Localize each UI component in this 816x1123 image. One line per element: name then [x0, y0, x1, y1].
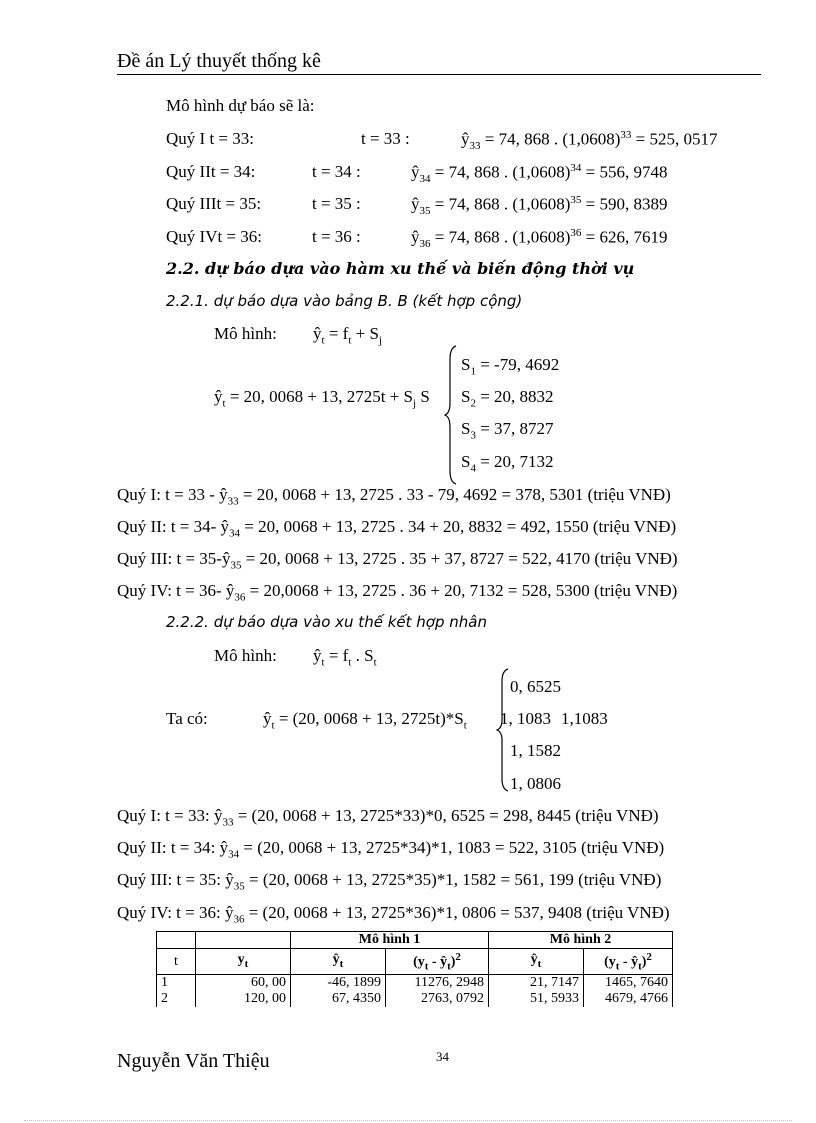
quarter-3-formula: $ŷ_{35} = 74$, 868 . $(1,0608)^{35} = 590$, 8389: [411, 194, 668, 218]
table-cell: 60, 00: [196, 975, 291, 992]
table-cell: -46, 1899: [291, 975, 386, 992]
table-row: [157, 991, 673, 1007]
brace-seasonal-2: [496, 668, 510, 792]
seasonal1-s2: $S_2 = 20$, 8832: [461, 387, 554, 410]
quarter-4-formula: $ŷ_{36} = 74$, 868 . $(1,0608)^{36} = 626$, 7619: [411, 227, 668, 251]
intro-text: Mô hình dự báo sẽ là:: [166, 96, 315, 115]
page-number: 34: [436, 1049, 449, 1064]
quarter-2-t: t = 34 :: [312, 162, 361, 181]
quarter-3-label: Quý IIIt = 35:: [166, 194, 262, 213]
forecast1-q1: Quý I: $t = 33 - ŷ_{33} = 20$, 0068 + 13, 2725 . 33 - 79, 4692 = 378, 5301 (triệu VNĐ): [117, 485, 671, 508]
footer-author: Nguyễn Văn Thiệu: [117, 1050, 270, 1072]
model2-label: Mô hình:: [214, 646, 277, 665]
table-cell: 1465, 7640: [584, 975, 673, 992]
forecast2-q2: Quý II: t = 34: $ŷ_{34} = (20$, 0068 + 13, 2725*34)*1, 1083 = 522, 3105 (triệu VNĐ): [117, 838, 665, 861]
table-header-t: t: [157, 949, 196, 975]
seasonal2-2: 1, 1083: [500, 709, 551, 728]
table-group-model1: Mô hình 1: [291, 932, 489, 949]
table-cell: 4679, 4766: [584, 991, 673, 1007]
table-corner-2: [196, 932, 291, 949]
model1-formula: $ŷ_t = f_t + S_j$: [313, 324, 382, 347]
table-header-sq1: ($y_t$ - $ŷ_t)^2$: [386, 949, 489, 975]
forecast2-q3: Quý III: t = 35: $ŷ_{35} = (20$, 0068 + 13, 2725*35)*1, 1582 = 561, 199 (triệu VNĐ): [117, 870, 662, 893]
table-row: [157, 975, 673, 992]
model1-label: Mô hình:: [214, 324, 277, 343]
table-cell: 67, 4350: [291, 991, 386, 1007]
header-rule: [117, 74, 761, 75]
seasonal1-s1: $S_1 = -79$, 4692: [461, 355, 560, 378]
table-cell: 120, 00: [196, 991, 291, 1007]
forecast2-q1: Quý I: t = 33: $ŷ_{33} = (20$, 0068 + 13, 2725*33)*0, 6525 = 298, 8445 (triệu VNĐ): [117, 806, 659, 829]
seasonal2-3: 1, 1582: [510, 741, 561, 760]
taco-formula: $ŷ_t = (20$, 0068 + 13, $2725t)*S_t$: [263, 709, 467, 732]
table-cell: 2: [157, 991, 196, 1007]
quarter-1-label: Quý I t = 33:: [166, 129, 254, 148]
quarter-4-t: t = 36 :: [312, 227, 361, 246]
forecast2-q4: Quý IV: t = 36: $ŷ_{36} = (20$, 0068 + 13, 2725*36)*1, 0806 = 537, 9408 (triệu VNĐ): [117, 903, 670, 926]
section-2-2-heading: 2.2. dự báo dựa vào hàm xu thế và biến động thời vụ: [166, 259, 635, 278]
table-header-yhat2: $ŷ_t$: [489, 949, 584, 975]
table-cell: 21, 7147: [489, 975, 584, 992]
quarter-1-formula: $ŷ_{33} = 74$, 868 . $(1,0608)^{33} = 525$, 0517: [461, 129, 718, 153]
seasonal1-s4: $S_4 = 20$, 7132: [461, 452, 554, 475]
table-cell: 2763, 0792: [386, 991, 489, 1007]
forecast1-q4: Quý IV: t = 36- $ŷ_{36} = 20,0068 + 13$, 2725 . 36 + 20, 7132 = 528, 5300 (triệu VNĐ): [117, 581, 678, 604]
model2-formula: $ŷ_t = f_t$ . $S_t$: [313, 646, 377, 669]
equation-additive: $ŷ_t = 20$, 0068 + 13, $2725t + S_j$ S: [214, 387, 430, 410]
section-2-2-2-heading: 2.2.2. dự báo dựa vào xu thế kết hợp nhân: [166, 613, 487, 631]
seasonal2-extra: 1,1083: [561, 709, 608, 728]
brace-seasonal-1: [444, 345, 458, 485]
seasonal2-4: 1, 0806: [510, 774, 561, 793]
forecast1-q2: Quý II: t = 34- $ŷ_{34} = 20$, 0068 + 13, 2725 . 34 + 20, 8832 = 492, 1550 (triệu VNĐ): [117, 517, 677, 540]
quarter-1-t: t = 33 :: [361, 129, 410, 148]
table-cell: 11276, 2948: [386, 975, 489, 992]
table-header-yt: $y_t$: [196, 949, 291, 975]
table-corner: [157, 932, 196, 949]
page-header-title: Đề án Lý thuyết thống kê: [117, 50, 321, 72]
quarter-4-label: Quý IVt = 36:: [166, 227, 262, 246]
table-cell: 1: [157, 975, 196, 992]
table-cell: 51, 5933: [489, 991, 584, 1007]
quarter-3-t: t = 35 :: [312, 194, 361, 213]
comparison-table: [156, 931, 673, 1007]
seasonal1-s3: $S_3 = 37$, 8727: [461, 419, 554, 442]
quarter-2-label: Quý IIt = 34:: [166, 162, 256, 181]
section-2-2-1-heading: 2.2.1. dự báo dựa vào bảng B. B (kết hợp cộng): [166, 292, 523, 310]
taco-label: Ta có:: [166, 709, 208, 728]
seasonal2-1: 0, 6525: [510, 677, 561, 696]
forecast1-q3: Quý III: $t = 35-ŷ_{35} = 20$, 0068 + 13, 2725 . 35 + 37, 8727 = 522, 4170 (triệu VNĐ): [117, 549, 678, 572]
table-header-yhat1: $ŷ_t$: [291, 949, 386, 975]
quarter-2-formula: $ŷ_{34} = 74$, 868 . $(1,0608)^{34} = 556$, 9748: [411, 162, 668, 186]
table-header-sq2: ($y_t$ - $ŷ_t)^2$: [584, 949, 673, 975]
bottom-rule: [24, 1120, 792, 1121]
table-group-model2: Mô hình 2: [489, 932, 673, 949]
